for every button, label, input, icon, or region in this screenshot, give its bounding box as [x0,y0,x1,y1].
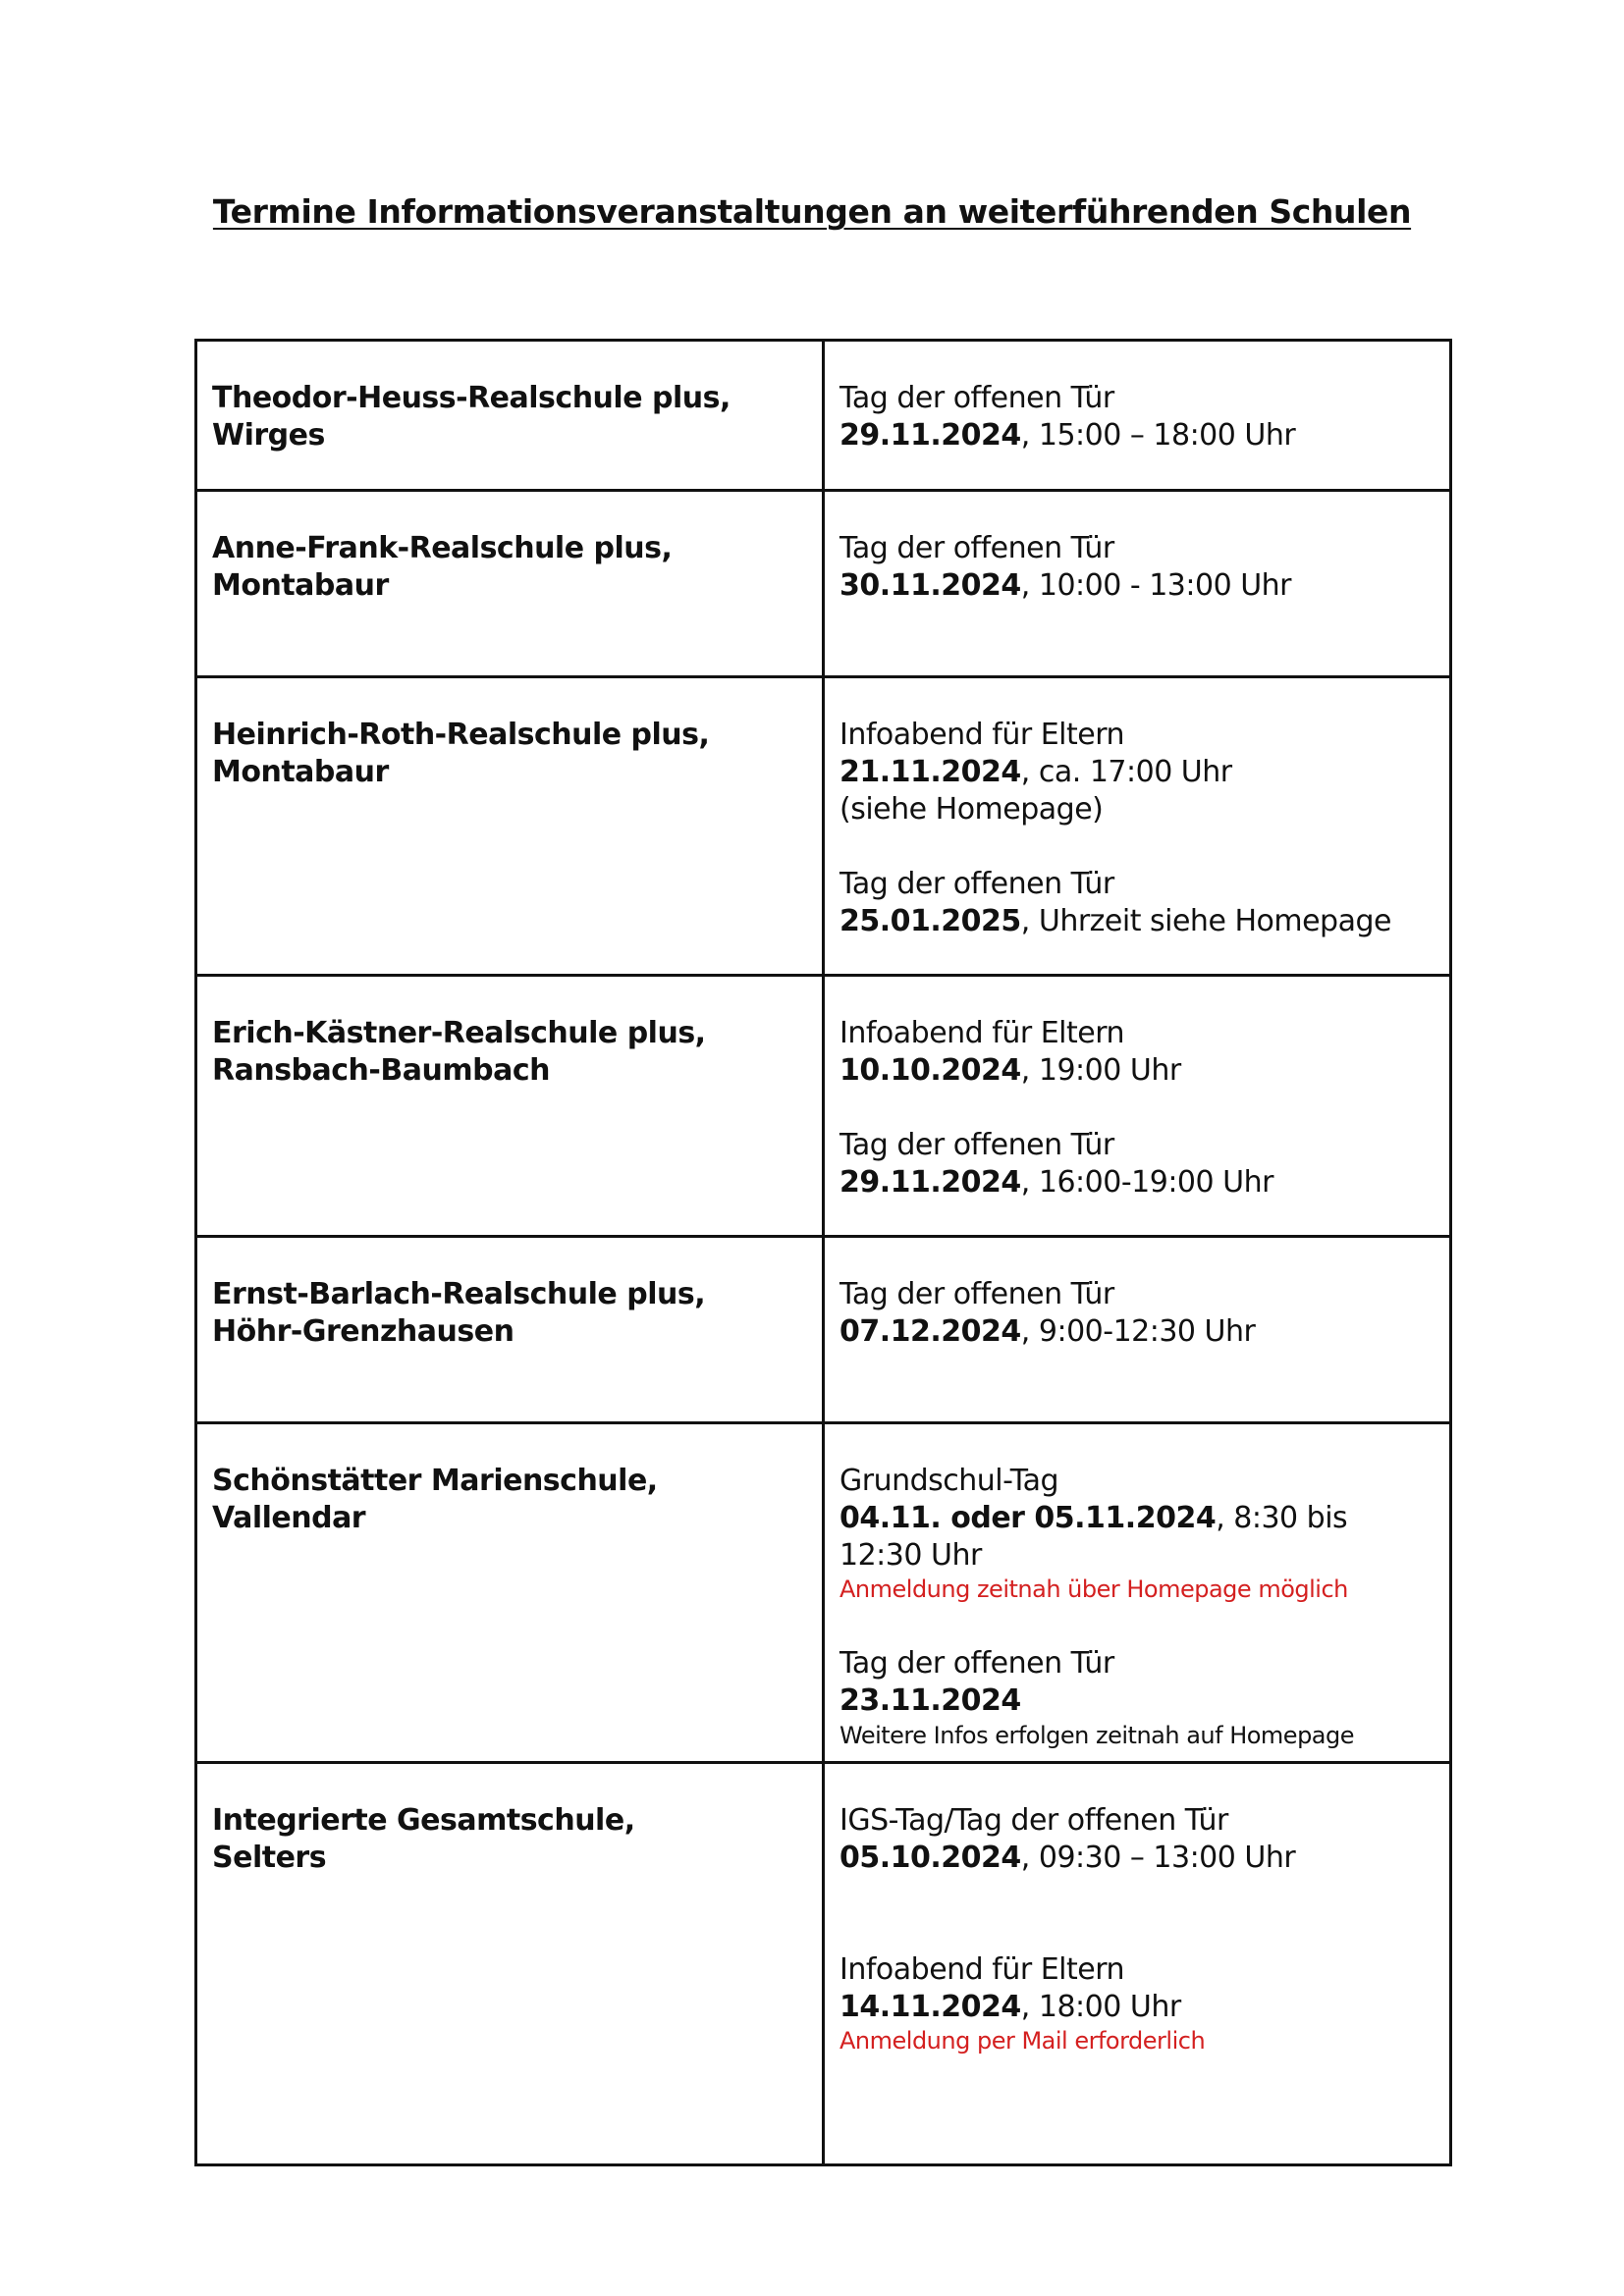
event [839,717,1435,828]
event-title: Grundschul-Tag [839,1464,1058,1498]
event-note-red: Anmeldung zeitnah über Homepage möglich [839,1575,1348,1603]
events-cell [824,341,1451,491]
event-date: 07.12.2024 [839,1314,1021,1349]
event-title: Infoabend für Eltern [839,1016,1125,1050]
school-name: Heinrich-Roth-Realschule plus, [212,718,710,752]
event-time: , Uhrzeit siehe Homepage [1020,904,1391,938]
school-cell [196,677,824,976]
table-row [196,491,1451,677]
event-title: Tag der offenen Tür [839,531,1114,565]
event-time: , 15:00 – 18:00 Uhr [1020,418,1296,453]
event-title: Tag der offenen Tür [839,867,1114,901]
school-cell [196,976,824,1237]
school-cell [196,341,824,491]
event-time: , 18:00 Uhr [1020,1990,1181,2024]
event-time: , 19:00 Uhr [1020,1053,1181,1088]
event-date: 29.11.2024 [839,418,1021,453]
event-date: 29.11.2024 [839,1165,1021,1200]
event-date: 25.01.2025 [839,904,1021,938]
school-location: Montabaur [212,755,389,789]
table-row [196,1423,1451,1763]
event [839,866,1435,940]
event [839,1802,1435,1877]
event-time: , ca. 17:00 Uhr [1020,755,1232,789]
school-cell [196,491,824,677]
school-cell [196,1763,824,2165]
events-cell [824,1763,1451,2165]
table-row [196,677,1451,976]
table-row [196,1763,1451,2165]
school-location: Montabaur [212,568,389,603]
event [839,530,1435,605]
page-title: Termine Informationsveranstaltungen an weiterführenden Schulen [212,192,1412,231]
event-title: IGS-Tag/Tag der offenen Tür [839,1803,1228,1838]
event-time: , 10:00 - 13:00 Uhr [1020,568,1292,603]
event-note: Weitere Infos erfolgen zeitnah auf Homepage [839,1722,1355,1749]
events-cell [824,677,1451,976]
event-note-red: Anmeldung per Mail erforderlich [839,2027,1206,2055]
events-cell [824,976,1451,1237]
school-location: Selters [212,1841,327,1875]
event-date: 14.11.2024 [839,1990,1021,2024]
event [839,1127,1435,1201]
events-cell [824,1237,1451,1423]
school-cell [196,1237,824,1423]
event-date: 05.10.2024 [839,1841,1021,1875]
school-name: Ernst-Barlach-Realschule plus, [212,1277,706,1311]
school-location: Höhr-Grenzhausen [212,1314,514,1349]
school-name: Theodor-Heuss-Realschule plus, [212,381,731,415]
event-time: , 8:30 bis 12:30 Uhr [839,1501,1348,1573]
event [839,1276,1435,1351]
event [839,380,1435,454]
event-date: 30.11.2024 [839,568,1021,603]
event-title: Tag der offenen Tür [839,1277,1114,1311]
event-date: 21.11.2024 [839,755,1021,789]
event-extra: (siehe Homepage) [839,792,1104,827]
event-title: Tag der offenen Tür [839,381,1114,415]
school-location: Wirges [212,418,325,453]
table-row [196,341,1451,491]
event-time: , 09:30 – 13:00 Uhr [1020,1841,1296,1875]
event [839,1015,1435,1090]
event-time: , 16:00-19:00 Uhr [1020,1165,1273,1200]
schedule-table [194,339,1452,2166]
school-location: Ransbach-Baumbach [212,1053,550,1088]
school-name: Schönstätter Marienschule, [212,1464,658,1498]
school-name: Erich-Kästner-Realschule plus, [212,1016,706,1050]
table-row [196,1237,1451,1423]
event [839,1951,1435,2056]
school-name: Integrierte Gesamtschule, [212,1803,635,1838]
events-cell [824,1423,1451,1763]
school-cell [196,1423,824,1763]
events-cell [824,491,1451,677]
event-time: , 9:00-12:30 Uhr [1020,1314,1256,1349]
school-name: Anne-Frank-Realschule plus, [212,531,673,565]
event-title: Tag der offenen Tür [839,1646,1114,1681]
school-location: Vallendar [212,1501,366,1535]
table-row [196,976,1451,1237]
event-title: Tag der offenen Tür [839,1128,1114,1162]
event-date: 10.10.2024 [839,1053,1021,1088]
event [839,1463,1435,1604]
event-date: 23.11.2024 [839,1683,1021,1718]
event-title: Infoabend für Eltern [839,718,1125,752]
event [839,1645,1435,1751]
event-title: Infoabend für Eltern [839,1952,1125,1987]
event-date: 04.11. oder 05.11.2024 [839,1501,1217,1535]
